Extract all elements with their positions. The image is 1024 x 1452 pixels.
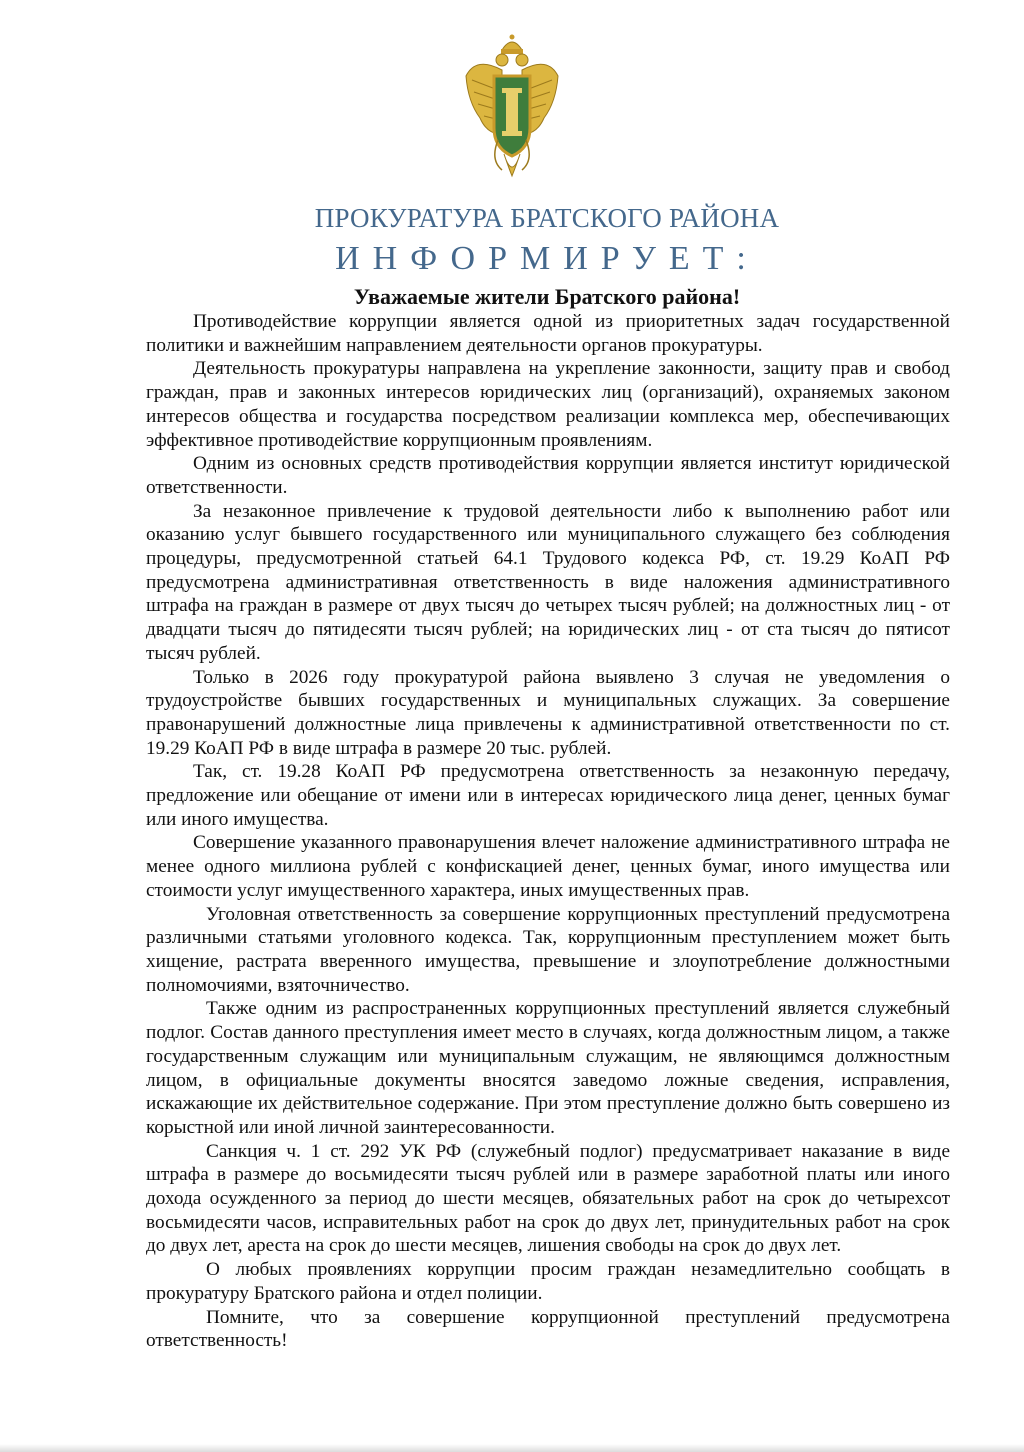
paragraph: Одним из основных средств противодействия коррупции является институт юридической ответственности. — [146, 453, 950, 498]
paragraph: Совершение указанного правонарушения влечет наложение административного штрафа не менее одного миллиона рублей с конфискацией денег, ценных бумаг, иного имущества или стоимости услуг имущественного характера, иных имущественных прав. — [146, 832, 950, 901]
paragraph: Противодействие коррупции является одной из приоритетных задач государственной политики и важнейшим направлением деятельности органов прокуратуры. — [146, 311, 950, 356]
paragraph: Санкция ч. 1 ст. 292 УК РФ (служебный подлог) предусматривает наказание в виде штрафа в размере до восьмидесяти тысяч рублей или в размере заработной платы или иного дохода осужденного за период до шести месяцев, обязательных работ на срок до четырехсот восьмидесяти часов, исправительных работ на срок до двух лет, принудительных работ на срок до двух лет, ареста на срок до шести месяцев, лишения свободы на срок до двух лет. — [146, 1140, 950, 1257]
paragraph: Только в 2026 году прокуратурой района выявлено 3 случая не уведомления о трудоустройстве бывших государственных и муниципальных служащих. За совершение правонарушений должностные лица привлечены к административной ответственности по ст. 19.29 КоАП РФ в виде штрафа в размере 20 тыс. рублей. — [146, 666, 950, 759]
prosecutor-emblem-icon — [462, 30, 562, 190]
paragraph: Деятельность прокуратуры направлена на укрепление законности, защиту прав и свобод граждан, прав и законных интересов юридических лиц (организаций), охраняемых законом интересов общества и государства посредством реализации комплекса мер, обеспечивающих эффективное противодействие коррупционным проявлениям. — [146, 358, 950, 451]
paragraph: Так, ст. 19.28 КоАП РФ предусмотрена ответственность за незаконную передачу, предложение или обещание от имени или в интересах юридического лица денег, ценных бумаг или иного имущества. — [146, 761, 950, 830]
paragraph: Уголовная ответственность за совершение коррупционных преступлений предусмотрена различными статьями уголовного кодекса. Так, коррупционным преступлением может быть хищение, растрата вверенного имущества, превышение и злоупотребление должностными полномочиями, взяточничество. — [146, 903, 950, 996]
paragraph: Помните, что за совершение коррупционной преступлений предусмотрена ответственность! — [146, 1306, 950, 1352]
notice-body — [146, 310, 950, 1353]
paragraph: За незаконное привлечение к трудовой деятельности либо к выполнению работ или оказанию услуг бывшего государственного или муниципального служащего без соблюдения процедуры, предусмотренной статьей 64.1 Трудового кодекса РФ, ст. 19.29 КоАП РФ предусмотрена административная ответственность в виде наложения административного штрафа на граждан в размере от двух тысяч до четырех тысяч рублей; на должностных лиц - от двадцати тысяч до пятидесяти тысяч рублей; на юридических лиц - от ста тысяч до пятисот тысяч рублей. — [146, 500, 950, 664]
paragraph: Также одним из распространенных коррупционных преступлений является служебный подлог. Состав данного преступления имеет место в случаях, когда должностным лицом, а также государственным служащим или муниципальным служащим, не являющимся должностным лицом, в официальные документы вносятся заведомо ложные сведения, исправления, искажающие их действительное содержание. При этом преступление должно быть совершено из корыстной или иной личной заинтересованности. — [146, 998, 950, 1138]
greeting-heading: Уважаемые жители Братского района! — [353, 284, 741, 309]
page-bottom-edge — [0, 1444, 1024, 1452]
paragraph: О любых проявлениях коррупции просим граждан незамедлительно сообщать в прокуратуру Братского района и отдел полиции. — [146, 1259, 950, 1304]
informs-heading: ИНФОРМИРУЕТ: — [335, 240, 759, 277]
org-title: ПРОКУРАТУРА БРАТСКОГО РАЙОНА — [314, 203, 780, 233]
